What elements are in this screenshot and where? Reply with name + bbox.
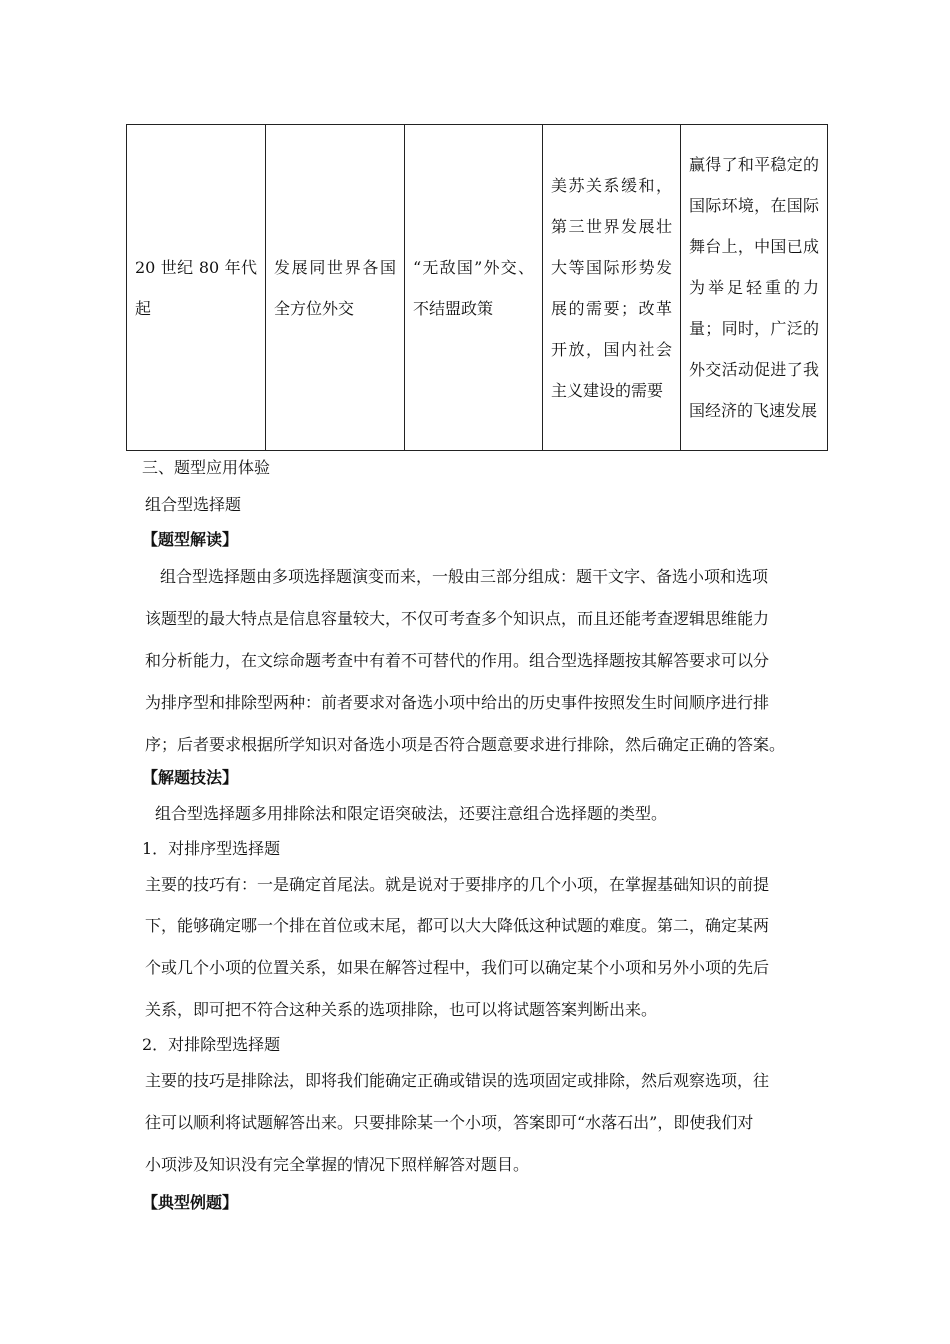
item1-line: 个或几个小项的位置关系，如果在解答过程中，我们可以确定某个小项和另外小项的先后 [145, 958, 770, 977]
technique-line: 组合型选择题多用排除法和限定语突破法，还要注意组合选择题的类型。 [155, 804, 668, 823]
features-cell: “无敌国”外交、不结盟政策 [405, 125, 543, 451]
item1-line: 下，能够确定哪一个排在首位或末尾，都可以大大降低这种试题的难度。第二，确定某两 [145, 916, 770, 935]
foreign-policy-table [126, 124, 828, 451]
label-technique: 【解题技法】 [142, 768, 239, 787]
label-examples: 【典型例题】 [142, 1193, 239, 1212]
impact-cell: 赢得了和平稳定的国际环境，在国际舞台上，中国已成为举足轻重的力量；同时，广泛的外交活动促进了我国经济的飞速发展 [681, 125, 828, 451]
item1-line: 主要的技巧有：一是确定首尾法。就是说对于要排序的几个小项，在掌握基础知识的前提 [145, 875, 770, 894]
policy-cell: 发展同世界各国全方位外交 [266, 125, 405, 451]
item2-title: 2．对排除型选择题 [142, 1035, 281, 1054]
item2-line: 主要的技巧是排除法，即将我们能确定正确或错误的选项固定或排除，然后观察选项，往 [145, 1071, 770, 1090]
item1-line: 关系，即可把不符合这种关系的选项排除，也可以将试题答案判断出来。 [145, 1000, 658, 1019]
interpretation-line: 为排序型和排除型两种：前者要求对备选小项中给出的历史事件按照发生时间顺序进行排 [145, 693, 770, 712]
item2-line: 小项涉及知识没有完全掌握的情况下照样解答对题目。 [145, 1155, 530, 1174]
section-title: 三、题型应用体验 [142, 458, 271, 477]
interpretation-line: 和分析能力，在文综命题考查中有着不可替代的作用。组合型选择题按其解答要求可以分 [145, 651, 770, 670]
interpretation-line: 序；后者要求根据所学知识对备选小项是否符合题意要求进行排除，然后确定正确的答案。 [145, 735, 786, 754]
background-cell: 美苏关系缓和，第三世界发展壮大等国际形势发展的需要；改革开放，国内社会主义建设的需要 [543, 125, 681, 451]
period-cell: 20 世纪 80 年代起 [127, 125, 266, 451]
label-interpretation: 【题型解读】 [142, 530, 239, 549]
item1-title: 1．对排序型选择题 [142, 839, 281, 858]
item2-line: 往可以顺利将试题解答出来。只要排除某一个小项，答案即可“水落石出”，即使我们对 [145, 1113, 754, 1132]
interpretation-line: 该题型的最大特点是信息容量较大，不仅可考查多个知识点，而且还能考查逻辑思维能力 [145, 609, 770, 628]
subsection-title: 组合型选择题 [145, 495, 242, 514]
interpretation-line: 组合型选择题由多项选择题演变而来，一般由三部分组成：题干文字、备选小项和选项 [160, 567, 769, 586]
table-row [127, 125, 828, 451]
